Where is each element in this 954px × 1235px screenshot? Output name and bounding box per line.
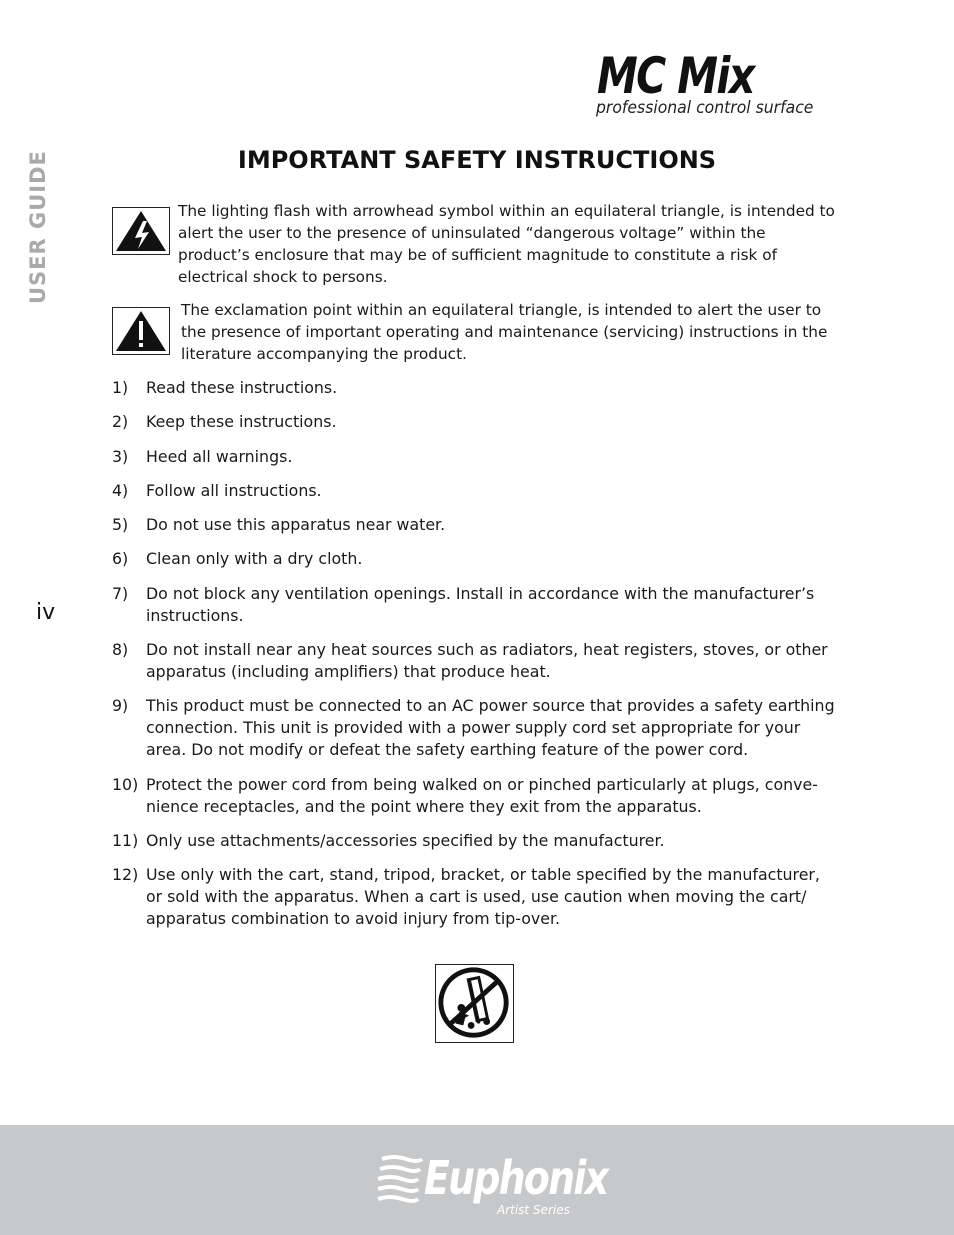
list-item: [112, 514, 840, 536]
item-number: 8): [112, 640, 129, 660]
list-item: [112, 377, 840, 399]
item-text: Use only with the cart, stand, tripod, bracket, or table specified by the manufacturer, or sold with the apparatus. When a cart is used, use caution when moving the cart/ apparatus combination to avoid injury from tip-over.: [146, 865, 820, 929]
lightning-triangle-icon: [112, 207, 170, 255]
item-number: 12): [112, 865, 139, 885]
item-number: 3): [112, 446, 129, 466]
item-text: Do not install near any heat sources such as radiators, heat registers, stoves, or other apparatus (including amplifiers) that produce heat.: [146, 640, 828, 682]
item-number: 11): [112, 830, 139, 850]
item-text: Follow all instructions.: [146, 480, 322, 500]
list-item: [112, 639, 840, 683]
cart-tip-over-icon: [435, 964, 514, 1043]
list-item: [112, 548, 840, 570]
item-text: Do not block any ventilation openings. Install in accordance with the manufacturer’s instructions.: [146, 583, 815, 625]
lightning-symbol-block: [112, 200, 840, 288]
safety-instructions-list: [112, 377, 840, 943]
item-text: Only use attachments/accessories specified by the manufacturer.: [146, 830, 665, 850]
item-number: 2): [112, 412, 129, 432]
exclamation-triangle-icon: [112, 307, 170, 355]
euphonix-logo: Euphonix: [424, 1151, 608, 1205]
list-item: [112, 695, 840, 761]
item-number: 10): [112, 774, 139, 794]
item-number: 9): [112, 696, 129, 716]
exclamation-symbol-block: [112, 299, 840, 365]
item-text: Heed all warnings.: [146, 446, 293, 466]
list-item: [112, 830, 840, 852]
item-number: 4): [112, 480, 129, 500]
item-text: Read these instructions.: [146, 378, 338, 397]
list-item: [112, 480, 840, 502]
lightning-symbol-text: The lighting flash with arrowhead symbol within an equilateral triangle, is intended to alert the user to the presence of uninsulated “dangerous voltage” within the product’s enclosure that may be of sufficient magnitude to constitute a risk of electrical shock to persons.: [178, 202, 835, 286]
page-number: iv: [36, 600, 56, 625]
list-item: [112, 411, 840, 433]
product-tagline: professional control surface: [596, 98, 814, 118]
item-text: Do not use this apparatus near water.: [146, 515, 446, 535]
list-item: [112, 864, 840, 930]
item-text: This product must be connected to an AC power source that provides a safety earthing connection. This unit is provided with a power supply cord set appropriate for your area. Do not modify or defeat the safety earthing feature of the power cord.: [146, 696, 835, 760]
item-number: 1): [112, 378, 129, 397]
list-item: [112, 446, 840, 468]
item-number: 7): [112, 583, 129, 603]
item-text: Clean only with a dry cloth.: [146, 549, 363, 569]
item-text: Keep these instructions.: [146, 412, 337, 432]
item-number: 6): [112, 549, 129, 569]
list-item: [112, 774, 840, 818]
artist-series-label: Artist Series: [497, 1203, 570, 1217]
euphonix-waves-icon: [376, 1153, 424, 1205]
list-item: [112, 583, 840, 627]
side-section-label: USER GUIDE: [26, 150, 50, 304]
product-logo: MC Mix: [597, 47, 754, 105]
item-number: 5): [112, 515, 129, 535]
page-title: IMPORTANT SAFETY INSTRUCTIONS: [237, 146, 717, 174]
exclamation-symbol-text: The exclamation point within an equilateral triangle, is intended to alert the user to the presence of important operating and maintenance (servicing) instructions in the literature accompanying the product.: [181, 301, 828, 363]
item-text: Protect the power cord from being walked on or pinched particularly at plugs, conve-nience receptacles, and the point where they exit from the apparatus.: [146, 774, 818, 816]
